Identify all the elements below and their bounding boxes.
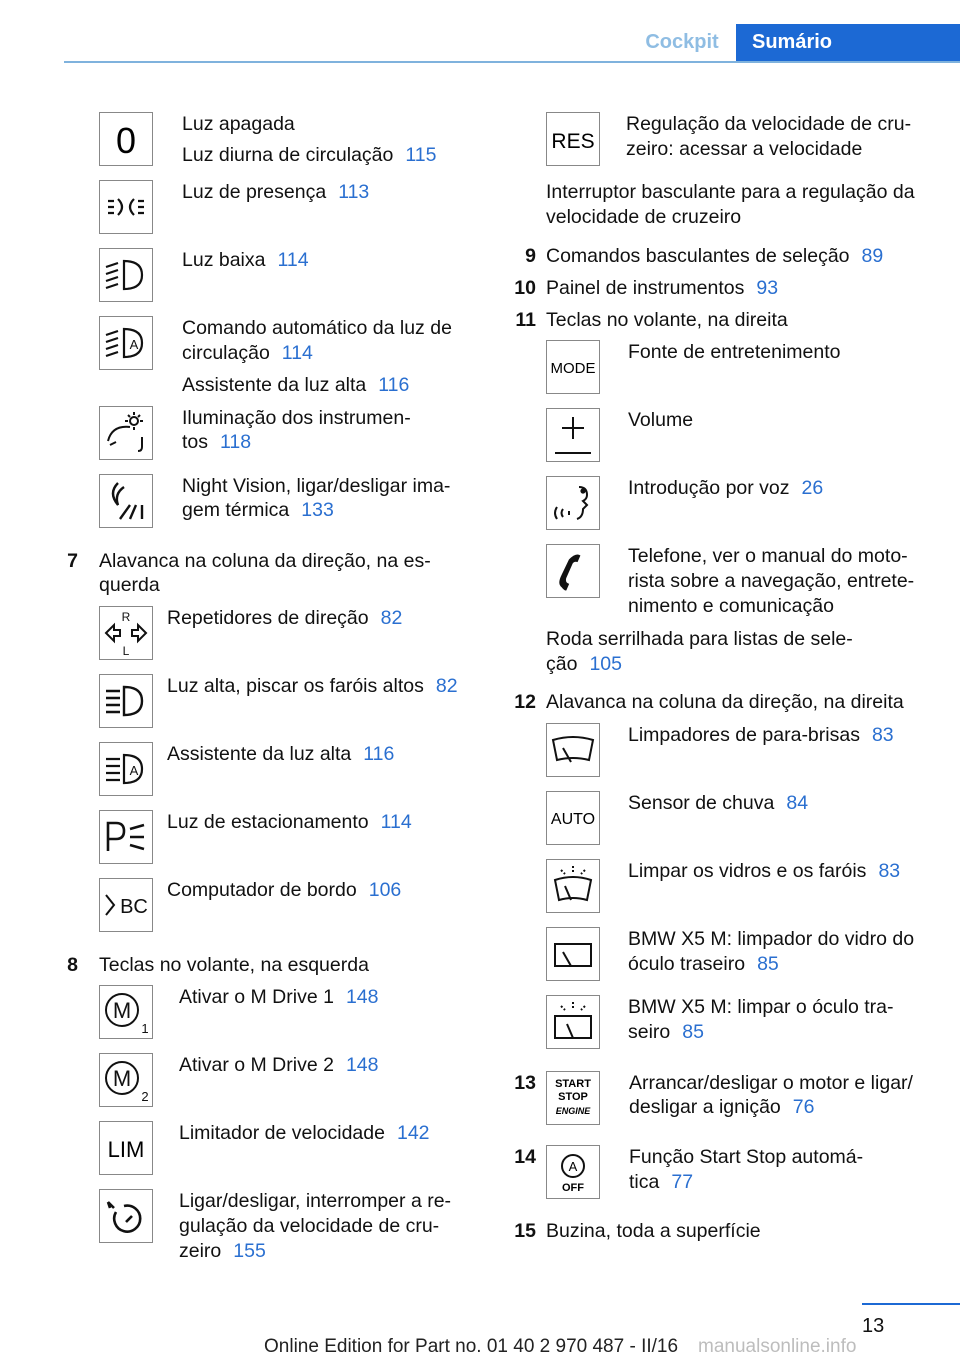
page-link[interactable]: 82 [380,607,403,629]
washer-label: Limpar os vidros e os faróis 83 [628,860,901,882]
rear-washer-icon [546,995,600,1049]
svg-text:R: R [121,610,131,624]
svg-text:LIM: LIM [107,1137,145,1162]
high-beam-assist-icon [99,742,153,796]
rain-sensor-icon [546,791,600,845]
page-link[interactable]: 77 [671,1171,694,1193]
daytime-light-label: Luz diurna de circulação 115 [182,144,437,166]
svg-text:M: M [112,1066,132,1091]
svg-text:START: START [555,1078,591,1090]
svg-text:L: L [122,644,130,658]
page-link[interactable]: 133 [301,499,334,521]
page-link[interactable]: 89 [861,245,884,267]
cruise-control-icon [99,1189,153,1243]
page-link[interactable]: 155 [233,1240,266,1262]
section-number-15: 15 [514,1220,536,1242]
voice-input-icon [546,476,600,530]
section-number-12: 12 [514,691,536,713]
svg-text:2: 2 [141,1089,149,1104]
rocker-switch-label-2: velocidade de cruzeiro [546,206,742,228]
start-stop-label-1: Arrancar/desligar o motor e ligar/ [629,1072,913,1094]
phone-label-1: Telefone, ver o manual do moto- [628,545,908,567]
parking-light-icon [99,180,153,234]
night-vision-icon [99,474,153,528]
washer-icon [546,859,600,913]
svg-text:1: 1 [141,1021,149,1036]
start-stop-icon [546,1071,600,1125]
speed-limiter-label: Limitador de velocidade 142 [179,1122,430,1144]
thumbwheel-label-1: Roda serrilhada para listas de sele- [546,628,853,650]
m-drive-2-label: Ativar o M Drive 2 148 [179,1054,379,1076]
phone-label-2: rista sobre a navegação, entrete- [628,570,915,592]
volume-icon [546,408,600,462]
page-link[interactable]: 84 [786,792,809,814]
page-link[interactable]: 83 [878,860,901,882]
section-number-11: 11 [515,309,536,331]
section-number-14: 14 [514,1146,536,1168]
page-link[interactable]: 114 [277,249,309,271]
svg-text:BC: BC [120,896,148,918]
page-link[interactable]: 116 [378,374,410,396]
page-link[interactable]: 142 [396,1122,430,1144]
auto-start-stop-label-2: tica 77 [629,1171,694,1193]
section-8-title: Teclas no volante, na esquerda [99,954,369,976]
page-link[interactable]: 114 [281,342,313,364]
instrument-lighting-icon [99,406,153,460]
high-beam-assist-label-2: Assistente da luz alta 116 [167,743,395,765]
footer-rule [862,1303,960,1305]
low-beam-icon [99,248,153,302]
res-icon [546,112,600,166]
high-beam-icon [99,674,153,728]
page-link[interactable]: 113 [338,181,370,203]
header-bar [0,0,960,64]
auto-light-label-1: Comando automático da luz de [182,317,452,339]
section-11-title: Teclas no volante, na direita [546,309,788,331]
tab-cockpit[interactable]: Cockpit [645,31,719,53]
section-15-title: Buzina, toda a superfície [546,1220,761,1242]
svg-text:M: M [112,998,132,1023]
phone-icon [546,544,600,598]
section-12-title: Alavanca na coluna da direção, na direita [546,691,904,713]
rear-washer-label-1: BMW X5 M: limpar o óculo tra- [628,996,894,1018]
cruise-control-label-1: Ligar/desligar, interromper a re- [179,1190,452,1212]
svg-text:OFF: OFF [562,1182,584,1194]
wiper-icon [546,723,600,777]
board-computer-icon [99,878,153,932]
m-drive-1-label: Ativar o M Drive 1 148 [179,986,379,1008]
auto-light-label-2: circulação 114 [182,342,313,364]
rocker-switch-label-1: Interruptor basculante para a regulação da [546,181,915,203]
section-number-10: 10 [514,277,536,299]
instrument-lighting-label-1: Iluminação dos instrumen- [182,407,411,429]
auto-start-stop-label-1: Função Start Stop automá- [629,1146,864,1168]
section-7-title-1: Alavanca na coluna da direção, na es- [99,550,431,572]
svg-text:STOP: STOP [558,1091,588,1103]
rear-washer-label-2: seiro 85 [628,1021,704,1043]
page-link[interactable]: 114 [380,811,412,833]
section-7-title-2: querda [99,574,160,596]
page-link[interactable]: 148 [345,986,379,1008]
entertainment-label: Fonte de entretenimento [628,341,841,363]
svg-text:A: A [568,1159,578,1174]
rain-sensor-label: Sensor de chuva 84 [628,792,809,814]
page-link[interactable]: 82 [435,675,458,697]
parking-lamp-icon [99,810,153,864]
page-number: 13 [862,1315,885,1337]
page-link[interactable]: 93 [756,277,779,299]
page-link[interactable]: 106 [368,879,402,901]
edition-text: Online Edition for Part no. 01 40 2 970 487 - II/16 [264,1336,679,1357]
wiper-label: Limpadores de para-brisas 83 [628,724,894,746]
page-link[interactable]: 115 [405,144,437,166]
night-vision-label-1: Night Vision, ligar/desligar ima- [182,475,451,497]
volume-label: Volume [628,409,694,431]
page-link[interactable]: 76 [792,1096,815,1118]
m-drive-1-icon [99,985,153,1039]
section-10-title: Painel de instrumentos 93 [546,277,779,299]
auto-start-stop-off-icon [546,1145,600,1199]
thumbwheel-label-2: ção 105 [546,653,622,675]
m-drive-2-icon [99,1053,153,1107]
res-label-1: Regulação da velocidade de cru- [626,113,912,135]
svg-text:ENGINE: ENGINE [555,1106,591,1116]
parking-lamp-label: Luz de estacionamento 114 [167,811,412,833]
section-number-13: 13 [514,1072,536,1094]
page-link[interactable]: 85 [757,953,779,975]
cruise-control-label-3: zeiro 155 [179,1240,266,1262]
section-number-9: 9 [525,245,536,267]
parking-light-label: Luz de presença 113 [182,181,370,203]
svg-text:AUTO: AUTO [550,811,596,828]
svg-text:A: A [129,337,139,352]
svg-text:A: A [129,763,139,778]
page-link[interactable]: 105 [589,653,622,675]
instrument-lighting-label-2: tos 118 [182,431,252,453]
cruise-control-label-2: gulação da velocidade de cru- [179,1215,440,1237]
voice-input-label: Introdução por voz 26 [628,477,824,499]
svg-text:RES: RES [551,130,595,153]
page-link[interactable]: 83 [871,724,894,746]
high-beam-label: Luz alta, piscar os faróis altos 82 [167,675,458,697]
res-label-2: zeiro: acessar a velocidade [626,138,863,160]
turn-signal-icon [99,606,153,660]
rear-wiper-label-1: BMW X5 M: limpador do vidro do [628,928,915,950]
svg-text:MODE: MODE [550,360,596,377]
svg-text:0: 0 [115,120,137,161]
low-beam-label: Luz baixa 114 [182,249,309,271]
page-link[interactable]: 26 [801,477,824,499]
start-stop-label-2: desligar a ignição 76 [629,1096,815,1118]
rear-wiper-label-2: óculo traseiro 85 [628,953,779,975]
watermark: manualsonline.info [698,1336,857,1357]
phone-label-3: nimento e comunicação [628,595,834,617]
page-link[interactable]: 118 [220,431,252,453]
page-link[interactable]: 85 [682,1021,704,1043]
high-beam-assist-label: Assistente da luz alta 116 [182,374,410,396]
light-off-icon [99,112,153,166]
page-link[interactable]: 116 [363,743,395,765]
night-vision-label-2: gem térmica 133 [182,499,334,521]
speed-limiter-icon [99,1121,153,1175]
turn-signal-label: Repetidores de direção 82 [167,607,403,629]
light-off-label: Luz apagada [182,113,295,135]
mode-icon [546,340,600,394]
board-computer-label: Computador de bordo 106 [167,879,402,901]
section-9-title: Comandos basculantes de seleção 89 [546,245,884,267]
auto-light-icon [99,316,153,370]
section-number-7: 7 [67,550,78,572]
tab-sumario[interactable]: Sumário [736,24,960,61]
page-link[interactable]: 148 [345,1054,379,1076]
rear-wiper-icon [546,927,600,981]
section-number-8: 8 [67,954,78,976]
header-rule [64,61,960,63]
